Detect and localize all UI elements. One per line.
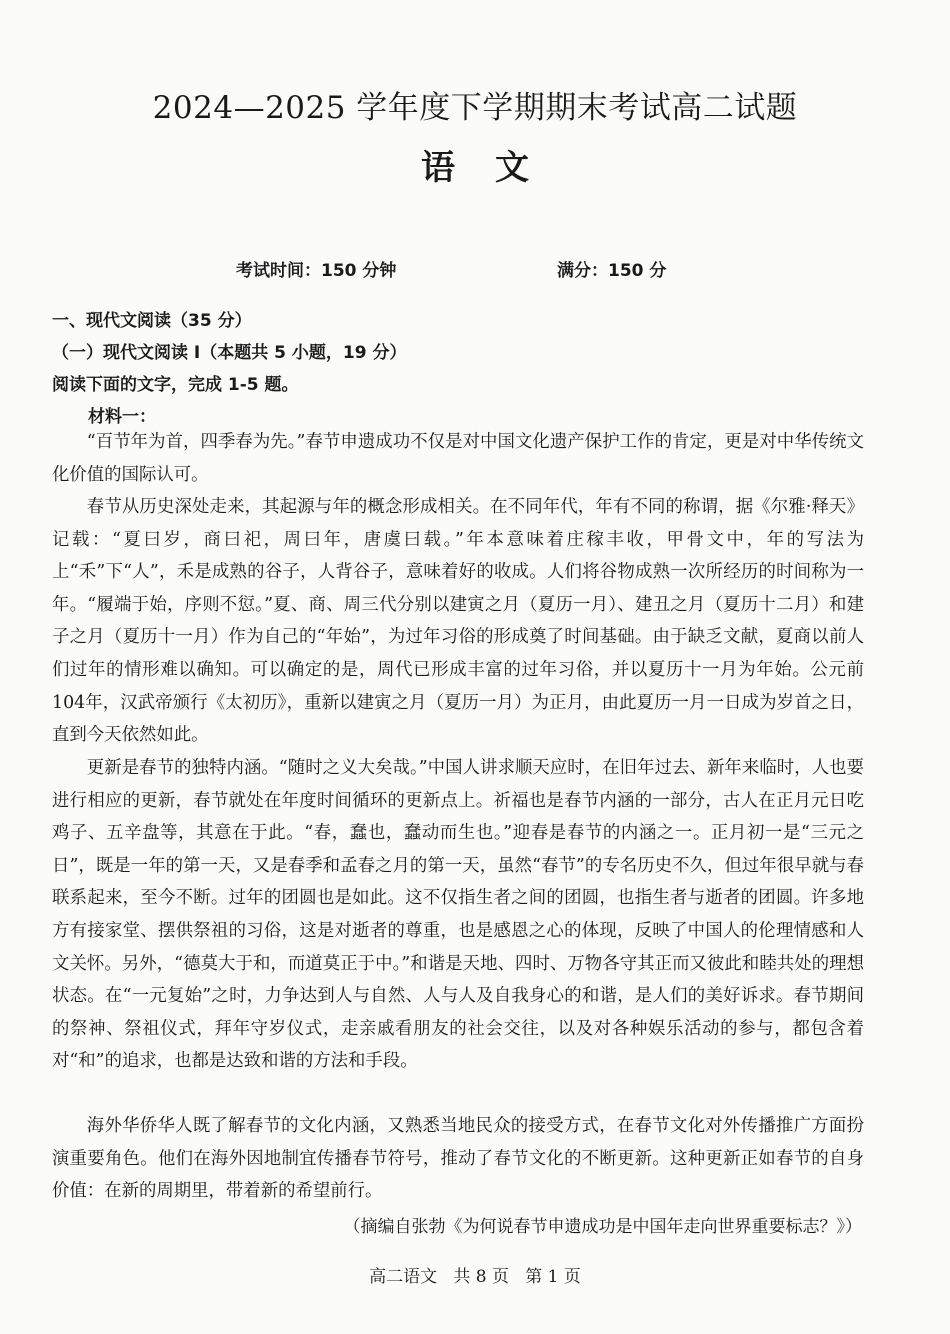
material-label: 材料一： [88, 407, 156, 427]
section-subheading: （一）现代文阅读 I（本题共 5 小题，19 分） [52, 343, 407, 363]
page-footer: 高二语文 共 8 页 第 1 页 [369, 1267, 581, 1287]
subject-title: 语文 [421, 148, 569, 188]
paragraph-3: 更新是春节的独特内涵。“随时之义大矣哉。”中国人讲求顺天应时，在旧年过去、新年来临时，人也要进行相应的更新，春节就处在年度时间循环的更新点上。祈福也是春节内涵的一部分，古人在正月元日吃鸡子、五辛盘等，其意在于此。“春，蠢也，蠢动而生也。”迎春是春节的内涵之一。正月初一是“三元之日”，既是一年的第一天，又是春季和孟春之月的第一天，虽然“春节”的专名历史不久，但过年很早就与春联系起来，至今不断。过年的团圆也是如此。这不仅指生者之间的团圆，也指生者与逝者的团圆。许多地方有接家堂、摆供祭祖的习俗，这是对逝者的尊重，也是感恩之心的体现，反映了中国人的伦理情感和人文关怀。另外，“德莫大于和，而道莫正于中。”和谐是天地、四时、万物各守其正而又彼此和睦共处的理想状态。在“一元复始”之时，力争达到人与自然、人与人及自我身心的和谐，是人们的美好诉求。春节期间的祭神、祭祖仪式，拜年守岁仪式，走亲戚看朋友的社会交往，以及对各种娱乐活动的参与，都包含着对“和”的追求，也都是达致和谐的方法和手段。 [52, 758, 864, 1072]
exam-duration: 考试时间：150 分钟 [236, 261, 397, 281]
exam-title: 2024—2025 学年度下学期期末考试高二试题 [152, 90, 798, 126]
paragraph-4: 海外华侨华人既了解春节的文化内涵，又熟悉当地民众的接受方式，在春节文化对外传播推广方面扮演重要角色。他们在海外因地制宜传播春节符号，推动了春节文化的不断更新。这种更新正如春节的自身价值：在新的周期里，带着新的希望前行。 [52, 1116, 864, 1202]
exam-total-score: 满分：150 分 [557, 261, 667, 281]
section-heading: 一、现代文阅读（35 分） [52, 311, 252, 331]
paragraph-2: 春节从历史深处走来，其起源与年的概念形成相关。在不同年代，年有不同的称谓，据《尔雅·释天》记载：“夏曰岁，商曰祀，周曰年，唐虞曰载。”年本意味着庄稼丰收，甲骨文中，年的写法为上“禾”下“人”，禾是成熟的谷子，人背谷子，意味着好的收成。人们将谷物成熟一次所经历的时间称为一年。“履端于始，序则不愆。”夏、商、周三代分别以建寅之月（夏历一月）、建丑之月（夏历十二月）和建子之月（夏历十一月）作为自己的“年始”，为过年习俗的形成奠了时间基础。由于缺乏文献，夏商以前人们过年的情形难以确知。可以确定的是，周代已形成丰富的过年习俗，并以夏历十一月为年始。公元前104年，汉武帝颁行《太初历》，重新以建寅之月（夏历一月）为正月，由此夏历一月一日成为岁首之日，直到今天依然如此。 [52, 497, 864, 746]
source-citation: （摘编自张勃《为何说春节申遗成功是中国年走向世界重要标志？》） [343, 1217, 862, 1237]
paragraph-1: “百节年为首，四季春为先。”春节申遗成功不仅是对中国文化遗产保护工作的肯定，更是对中华传统文化价值的国际认可。 [52, 432, 864, 485]
reading-instruction: 阅读下面的文字，完成 1-5 题。 [52, 375, 299, 395]
